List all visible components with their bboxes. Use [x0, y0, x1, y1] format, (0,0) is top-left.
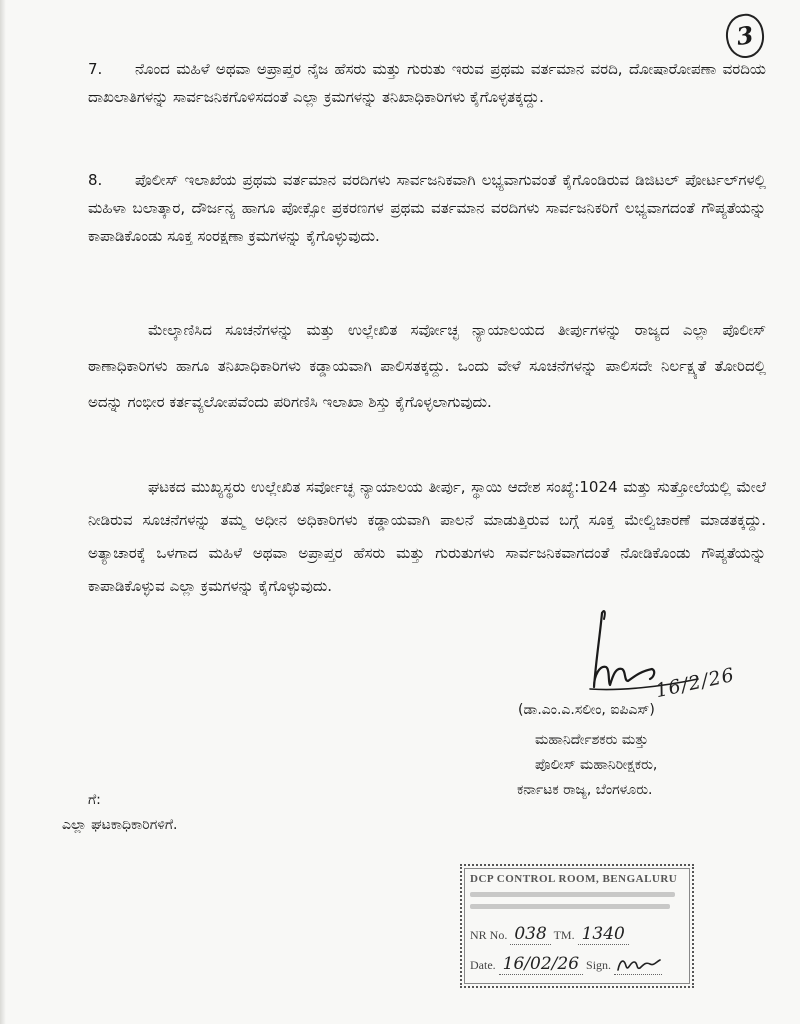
stamp-initials	[614, 956, 662, 975]
stamp-faint-line	[470, 904, 670, 909]
scan-edge-shadow	[0, 0, 6, 1024]
stamp-title: DCP CONTROL ROOM, BENGALURU	[470, 873, 678, 885]
paragraph-text: ಪೊಲೀಸ್ ಇಲಾಖೆಯ ಪ್ರಥಮ ವರ್ತಮಾನ ವರದಿಗಳು ಸಾರ್ವಜನಿಕವಾಗಿ ಲಭ್ಯವಾಗುವಂತೆ ಕೈಗೊಂಡಿರುವ ಡಿಜಿಟಲ್ ಪೋರ್ಟಲ್‌ಗಳಲ್ಲಿ ಮಹಿಳಾ ಬಲಾತ್ಕಾರ, ದೌರ್ಜನ್ಯ ಹಾಗೂ ಪೋಕ್ಸೋ ಪ್ರಕರಣಗಳ ಪ್ರಥಮ ವರ್ತಮಾನ ವರದಿಗಳು ಸಾರ್ವಜನಿಕರಿಗೆ ಲಭ್ಯವಾಗದಂತೆ ಗೌಪ್ಯತೆಯನ್ನು ಕಾಪಾಡಿಕೊಂಡು ಸೂಕ್ತ ಸಂರಕ್ಷಣಾ ಕ್ರಮಗಳನ್ನು ಕೈಗೊಳ್ಳುವುದು.	[88, 171, 766, 245]
designation-line: ಪೊಲೀಸ್ ಮಹಾನಿರೀಕ್ಷಕರು,	[535, 757, 658, 773]
numbered-paragraph-8	[88, 166, 766, 250]
control-room-stamp	[460, 864, 694, 988]
stamp-nr-row	[470, 924, 629, 945]
supervision-paragraph: ಘಟಕದ ಮುಖ್ಯಸ್ಥರು ಉಲ್ಲೇಖಿತ ಸರ್ವೋಚ್ಛ ನ್ಯಾಯಾಲಯ ತೀರ್ಪು, ಸ್ಥಾಯಿ ಆದೇಶ ಸಂಖ್ಯೆ:1024 ಮತ್ತು ಸುತ್ತೋಲೆಯಲ್ಲಿ ಮೇಲೆ ನೀಡಿರುವ ಸೂಚನೆಗಳನ್ನು ತಮ್ಮ ಅಧೀನ ಅಧಿಕಾರಿಗಳು ಕಡ್ಡಾಯವಾಗಿ ಪಾಲನೆ ಮಾಡುತ್ತಿರುವ ಬಗ್ಗೆ ಸೂಕ್ತ ಮೇಲ್ವಿಚಾರಣೆ ಮಾಡತಕ್ಕದ್ದು. ಅತ್ಯಾಚಾರಕ್ಕೆ ಒಳಗಾದ ಮಹಿಳೆ ಅಥವಾ ಅಪ್ರಾಪ್ತರ ಹೆಸರು ಮತ್ತು ಗುರುತುಗಳು ಸಾರ್ವಜನಿಕವಾಗದಂತೆ ನೋಡಿಕೊಂಡು ಗೌಪ್ಯತೆಯನ್ನು ಕಾಪಾಡಿಕೊಳ್ಳುವ ಎಲ್ಲಾ ಕ್ರಮಗಳನ್ನು ಕೈಗೊಳ್ಳುವುದು.	[88, 478, 766, 595]
date-label: Date.	[470, 958, 496, 972]
date-value: 16/02/26	[499, 954, 583, 975]
signatory-designation	[517, 728, 657, 803]
page-number: 3	[723, 12, 767, 61]
designation-line: ಕರ್ನಾಟಕ ರಾಜ್ಯ, ಬೆಂಗಳೂರು.	[517, 782, 653, 798]
compliance-paragraph: ಮೇಲ್ಕಾಣಿಸಿದ ಸೂಚನೆಗಳನ್ನು ಮತ್ತು ಉಲ್ಲೇಖಿತ ಸರ್ವೋಚ್ಛ ನ್ಯಾಯಾಲಯದ ತೀರ್ಪುಗಳನ್ನು ರಾಜ್ಯದ ಎಲ್ಲಾ ಪೊಲೀಸ್ ಠಾಣಾಧಿಕಾರಿಗಳು ಹಾಗೂ ತನಿಖಾಧಿಕಾರಿಗಳು ಕಡ್ಡಾಯವಾಗಿ ಪಾಲಿಸತಕ್ಕದ್ದು. ಒಂದು ವೇಳೆ ಸೂಚನೆಗಳನ್ನು ಪಾಲಿಸದೇ ನಿರ್ಲಕ್ಷ್ಯತೆ ತೋರಿದಲ್ಲಿ ಅದನ್ನು ಗಂಭೀರ ಕರ್ತವ್ಯಲೋಪವೆಂದು ಪರಿಗಣಿಸಿ ಇಲಾಖಾ ಶಿಸ್ತು ಕೈಗೊಳ್ಳಲಾಗುವುದು.	[88, 321, 766, 411]
nr-label: NR No.	[470, 928, 508, 942]
paragraph-number: 7.	[88, 60, 103, 78]
time-value: 1340	[578, 924, 629, 945]
sign-label: Sign.	[586, 958, 612, 972]
designation-line: ಮಹಾನಿರ್ದೇಶಕರು ಮತ್ತು	[535, 732, 649, 748]
recipient: ಎಲ್ಲಾ ಘಟಕಾಧಿಕಾರಿಗಳಿಗೆ.	[62, 817, 178, 833]
nr-value: 038	[510, 924, 550, 945]
stamp-date-row	[470, 954, 662, 975]
numbered-paragraph-7	[88, 55, 766, 111]
signature-date: 16/2/26	[653, 663, 737, 703]
recipient-label: ಗೆ:	[88, 792, 101, 808]
signatory-name: (ಡಾ.ಎಂ.ಎ.ಸಲೀಂ, ಐಪಿಎಸ್)	[518, 702, 655, 718]
paragraph-number: 8.	[88, 171, 103, 189]
time-label: TM.	[553, 928, 575, 942]
stamp-faint-line	[470, 892, 675, 897]
paragraph-text: ನೊಂದ ಮಹಿಳೆ ಅಥವಾ ಅಪ್ರಾಪ್ತರ ನೈಜ ಹೆಸರು ಮತ್ತು ಗುರುತು ಇರುವ ಪ್ರಥಮ ವರ್ತಮಾನ ವರದಿ, ದೋಷಾರೋಪಣಾ ವರದಿಯ ದಾಖಲಾತಿಗಳನ್ನು ಸಾರ್ವಜನಿಕಗೊಳಿಸದಂತೆ ಎಲ್ಲಾ ಕ್ರಮಗಳನ್ನು ತನಿಖಾಧಿಕಾರಿಗಳು ಕೈಗೊಳ್ಳತಕ್ಕದ್ದು.	[88, 60, 766, 106]
